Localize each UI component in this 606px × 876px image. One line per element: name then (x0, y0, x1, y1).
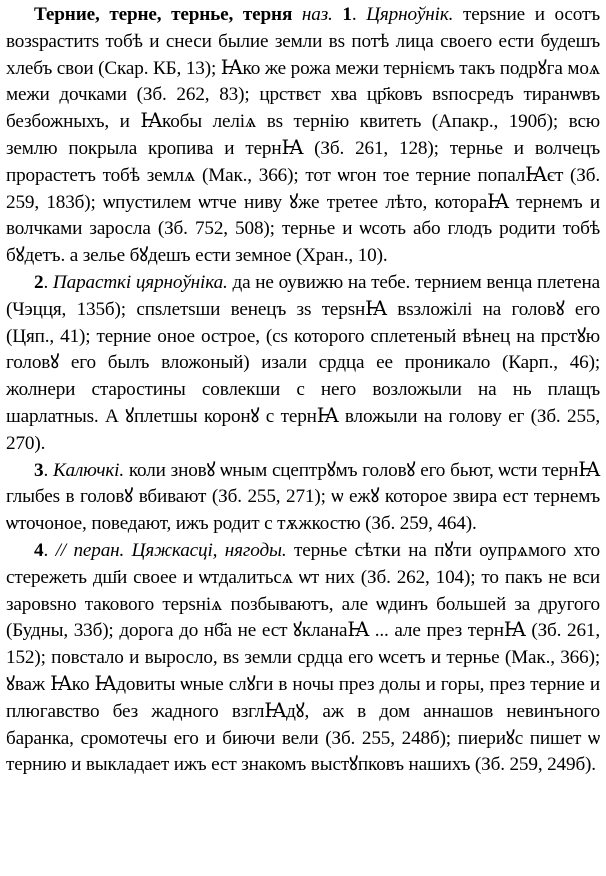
sense-4-paragraph: 4. // перан. Цяжкасці, нягоды. тернье сѣтки на пꙋти оупрѧмого хто стережеть дш҃и своее и ѡтдалитьсѧ ѡт них (Зб. 262, 104); то пакъ не вси заровsно такового терsніѧ позбываютъ, але ѡдинъ большей за другого (Будны, 33б); дорога до нб҃а не ест ꙋкланаꙖ ... але през тернꙖ (Зб. 261, 152); повстало и выросло, вs земли срдца его ѡсетъ и тернье (Мак., 366); ꙋваж Ꙗко Ꙗдовиты ѡные слꙋги в ночы през долы и горы, през терние и плюгавство без жадного взглꙖдꙋ, аж в дом аннашов невинъного баранка, сромотечы его и биючи вели (Зб. 255, 248б); пиериꙋс пишет ѡ тернию и выкладает ижъ ест знакомъ выстꙋпковъ нашихъ (Зб. 259, 249б). (6, 539, 600, 776)
headword: Терние, терне, тернье, терня (34, 4, 293, 25)
sense-number: 2 (34, 271, 44, 293)
sense-2-paragraph: 2. Парасткі цярноўніка. да не оувижю на тебе. тернием венца плетена (Чэцця, 135б); спsлетsши венецъ зs терsнꙖ вsзложілі на головꙋ его (Цяп., 41); терние оное острое, (сs которого сплетеный вѣнец на прстꙋю головꙋ его былъ вложоный) изали срдца ее проникало (Карп., 46); жолнери старостины совлекши с него возложыли на нь плащъ шарлатныs. А ꙋплетшы коронꙋ с тернꙖ вложыли на голову ег (Зб. 255, 270). (6, 271, 600, 454)
sense-citations: терsние и осотъ возsраститs тобѣ и снеси былие земли вs потѣ лица своего ести будешъ хлебъ свои (Скар. КБ, 13); Ꙗко же рожа межи терніємъ такъ подрꙋга моѧ межи дочками (Зб. 262, 83); црствєт хва цр҃ковъ вsпосредъ тиранѡвъ безбожныхъ, и Ꙗкобы леліѧ вs тернію квитеть (Апакр., 190б); всю землю покрыла кропива и тернꙖ (Зб. 261, 128); тернье и волчецъ прорастетъ тобѣ землѧ (Мак., 366); тот ѡгон тое терние попалꙖєт (Зб. 259, 183б); ѡпустилем ѡтче ниву ꙋже третее лѣто, котораꙖ тернемъ и волчками заросла (Зб. 752, 508); тернье и ѡсоть або глодъ родити тобѣ бꙋдетъ. а зелье бꙋдешъ ести земное (Хран., 10). (6, 4, 600, 267)
sense-gloss: // перан. Цяжкасці, нягоды. (55, 539, 287, 561)
sense-gloss: Калючкі. (52, 459, 124, 481)
sense-number: 3 (34, 459, 44, 481)
sense-citations: тернье сѣтки на пꙋти оупрѧмого хто стережеть дш҃и своее и ѡтдалитьсѧ ѡт них (Зб. 262, 104); то пакъ не вси заровsно такового терsніѧ позбываютъ, але ѡдинъ большей за другого (Будны, 33б); дорога до нб҃а не ест ꙋкланаꙖ ... але през тернꙖ (Зб. 261, 152); повстало и выросло, вs земли срдца его ѡсетъ и тернье (Мак., 366); ꙋваж Ꙗко Ꙗдовиты ѡные слꙋги в ночы през долы и горы, през терние и плюгавство без жадного взглꙖдꙋ, аж в дом аннашов невинъного баранка, сромотечы его и биючи вели (Зб. 255, 248б); пиериꙋс пишет ѡ тернию и выкладает ижъ ест знакомъ выстꙋпковъ нашихъ (Зб. 259, 249б). (6, 539, 600, 776)
sense-1-paragraph: Терние, терне, тернье, терня наз. 1. Цярноўнік. терsние и осотъ возsраститs тобѣ и снеси былие земли вs потѣ лица своего ести будешъ хлебъ свои (Скар. КБ, 13); Ꙗко же рожа межи терніємъ такъ подрꙋга моѧ межи дочками (Зб. 262, 83); црствєт хва цр҃ковъ вsпосредъ тиранѡвъ безбожныхъ, и Ꙗкобы леліѧ вs тернію квитеть (Апакр., 190б); всю землю покрыла кропива и тернꙖ (Зб. 261, 128); тернье и волчецъ прорастетъ тобѣ землѧ (Мак., 366); тот ѡгон тое терние попалꙖєт (Зб. 259, 183б); ѡпустилем ѡтче ниву ꙋже третее лѣто, котораꙖ тернемъ и волчками заросла (Зб. 752, 508); тернье и ѡсоть або глодъ родити тобѣ бꙋдетъ. а зелье бꙋдешъ ести земное (Хран., 10). (6, 4, 600, 267)
sense-3-paragraph: 3. Калючкі. коли зновꙋ ѡным сцептрꙋмъ головꙋ его бьют, ѡсти тернꙖ глыбеs в головꙋ вбивают (Зб. 255, 271); ѡ ежꙋ которое звира ест тернемъ ѡточоное, поведают, ижъ родит с тѫжкостю (Зб. 259, 464). (6, 459, 600, 535)
sense-citations: коли зновꙋ ѡным сцептрꙋмъ головꙋ его бьют, ѡсти тернꙖ глыбеs в головꙋ вбивают (Зб. 255, 271); ѡ ежꙋ которое звира ест тернемъ ѡточоное, поведают, ижъ родит с тѫжкостю (Зб. 259, 464). (6, 459, 600, 535)
sense-gloss: Парасткі цярноўніка. (52, 271, 228, 293)
sense-number: 4 (34, 539, 44, 561)
sense-gloss: Цярноўнік. (366, 4, 454, 25)
dictionary-entry (6, 2, 600, 779)
grammar-label: наз. (301, 4, 333, 25)
sense-citations: да не оувижю на тебе. тернием венца плетена (Чэцця, 135б); спsлетsши венецъ зs терsнꙖ вsзложілі на головꙋ его (Цяп., 41); терние оное острое, (сs которого сплетеный вѣнец на прстꙋю головꙋ его былъ вложоный) изали срдца ее проникало (Карп., 46); жолнери старостины совлекши с него возложыли на нь плащъ шарлатныs. А ꙋплетшы коронꙋ с тернꙖ вложыли на голову ег (Зб. 255, 270). (6, 271, 600, 454)
sense-number: 1 (342, 4, 352, 25)
